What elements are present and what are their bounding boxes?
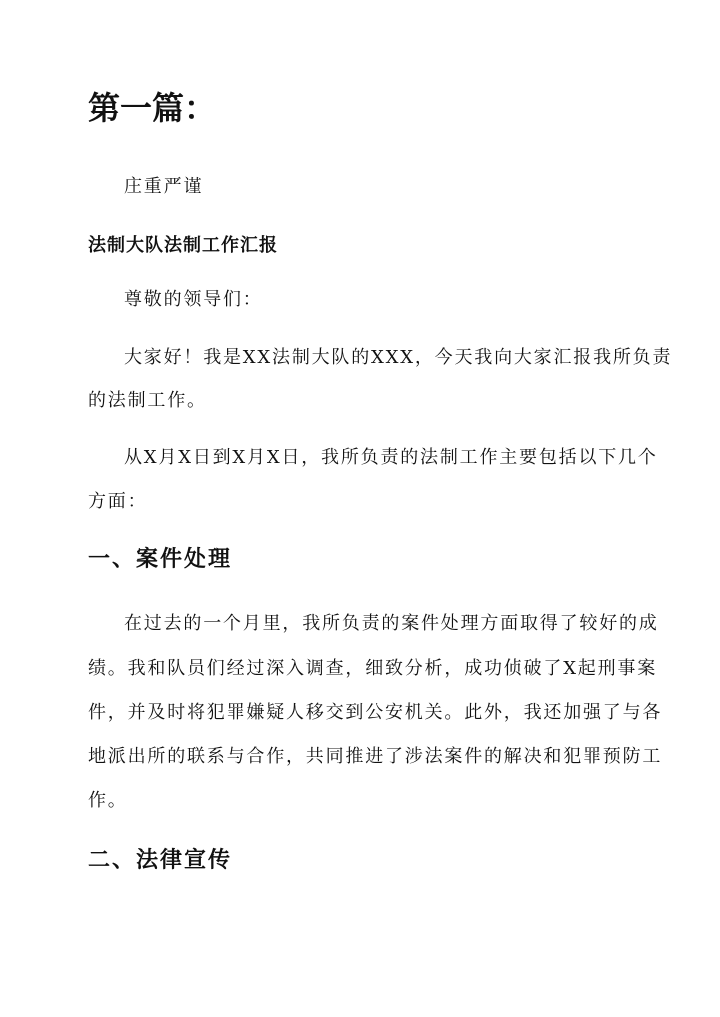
intro-line-1: 大家好！我是XX法制大队的XXX，今天我向大家汇报我所负责 xyxy=(124,347,673,368)
section-heading-legal-publicity: 二、法律宣传 xyxy=(88,847,233,873)
part-title: 第一篇： xyxy=(88,89,217,127)
intro-line-2: 的法制工作。 xyxy=(88,390,207,411)
overview-line-2: 方面： xyxy=(88,491,148,512)
section1-line-2: 绩。我和队员们经过深入调查，细致分析，成功侦破了X起刑事案 xyxy=(88,658,658,679)
section1-line-4: 地派出所的联系与合作，共同推进了涉法案件的解决和犯罪预防工 xyxy=(88,746,663,767)
section1-line-5: 作。 xyxy=(88,790,128,811)
section1-line-1: 在过去的一个月里，我所负责的案件处理方面取得了较好的成 xyxy=(124,613,659,634)
report-title: 法制大队法制工作汇报 xyxy=(88,235,278,256)
section-heading-case-handling: 一、案件处理 xyxy=(88,546,233,572)
salutation: 尊敬的领导们： xyxy=(124,289,263,310)
section1-line-3: 件，并及时将犯罪嫌疑人移交到公安机关。此外，我还加强了与各 xyxy=(88,702,663,723)
subtitle: 庄重严谨 xyxy=(124,176,204,197)
overview-line-1: 从X月X日到X月X日，我所负责的法制工作主要包括以下几个 xyxy=(124,447,658,468)
